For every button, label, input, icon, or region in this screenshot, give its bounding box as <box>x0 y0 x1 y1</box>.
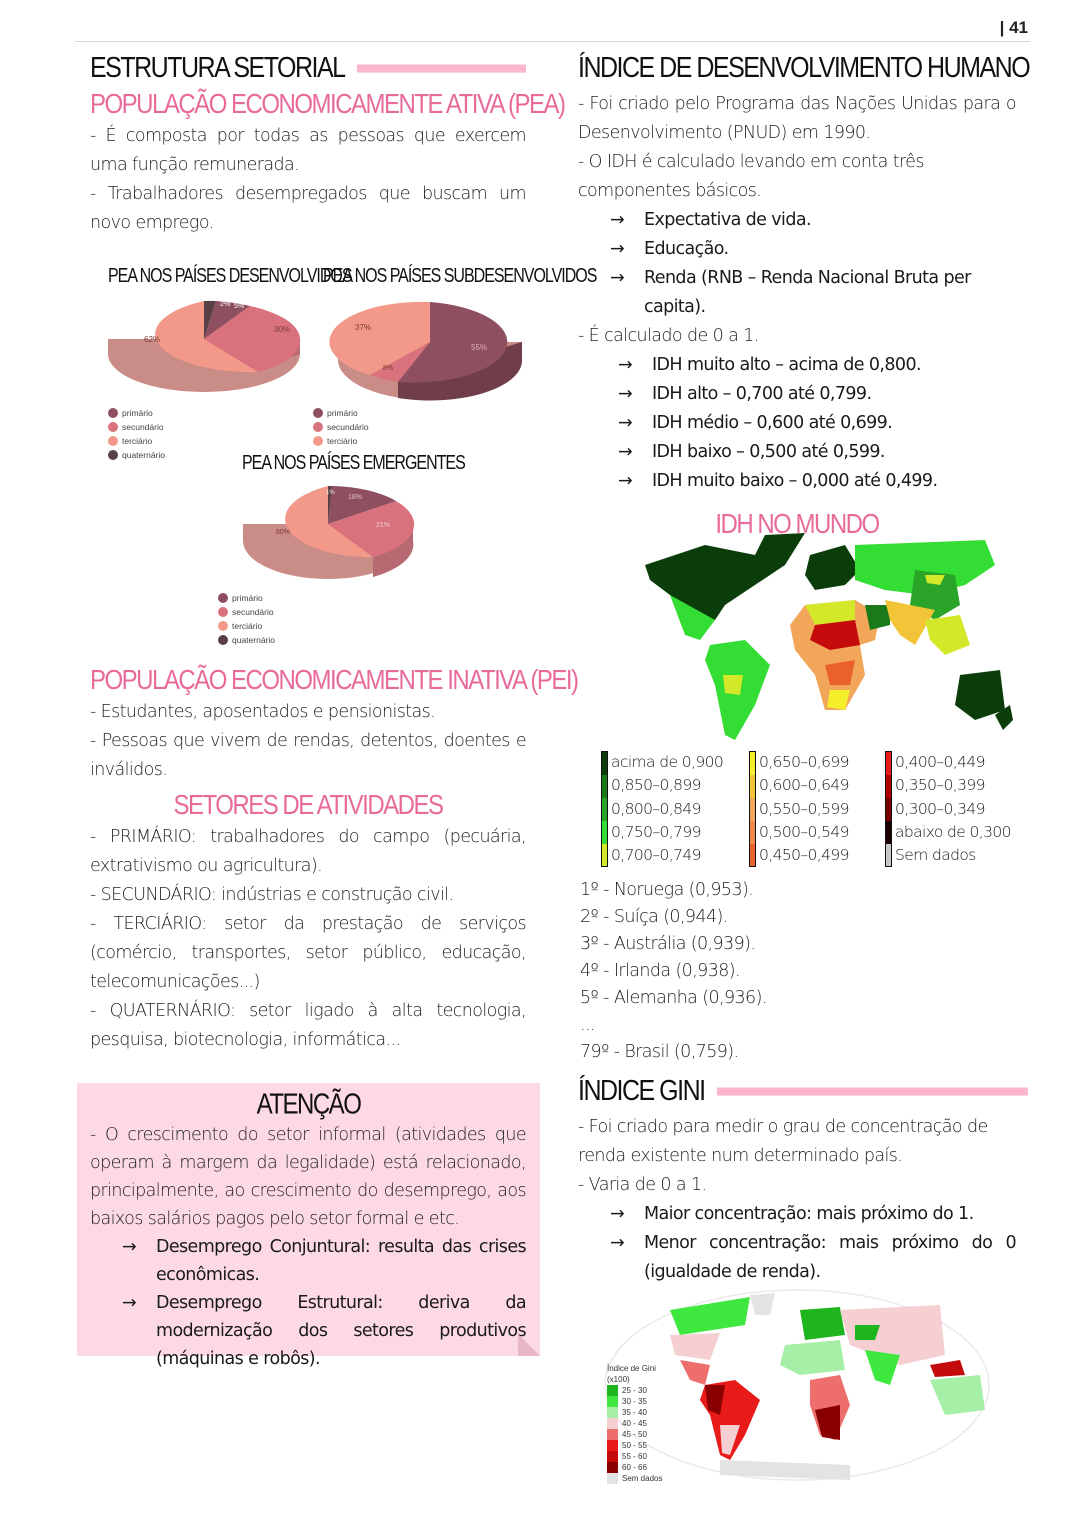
ranking-item: 3º - Austrália (0,939). <box>580 934 756 954</box>
arrow-icon: → <box>610 239 625 259</box>
ranking-item: 2º - Suíça (0,944). <box>580 907 728 927</box>
chart-legend: primário secundário terciário quaternário <box>218 591 465 647</box>
idh-line-3: - É calculado de 0 a 1. <box>578 326 759 346</box>
idh-level-3: → IDH médio – 0,600 até 0,699. <box>578 409 1016 438</box>
arrow-icon: → <box>122 1293 137 1313</box>
arrow-icon: → <box>618 355 633 375</box>
ranking-item: 79º - Brasil (0,759). <box>580 1042 739 1062</box>
idh-map-title: IDH NO MUNDO <box>715 508 879 540</box>
setor-primario: - PRIMÁRIO: trabalhadores do campo (pecuária, extrativismo ou agricultura). <box>90 827 526 876</box>
section-title-idh: ÍNDICE DE DESENVOLVIMENTO HUMANO <box>578 51 1030 84</box>
arrow-icon: → <box>618 442 633 462</box>
pie-chart <box>218 479 418 589</box>
idh-legend-col-2: 0,650–0,699 0,600–0,649 0,550–0,599 0,500–0,549 0,450–0,499 <box>749 751 885 867</box>
svg-text:62%: 62% <box>144 335 161 344</box>
arrow-icon: → <box>610 1233 625 1253</box>
pea-line-2: - Trabalhadores desempregados que buscam um novo emprego. <box>90 184 526 233</box>
legend-color-bar <box>601 751 608 867</box>
idh-line-2: - O IDH é calculado levando em conta três componentes básicos. <box>578 152 924 201</box>
idh-legend <box>601 751 1011 867</box>
section-title-gini: ÍNDICE GINI <box>578 1070 1028 1111</box>
pie-chart <box>323 292 523 412</box>
attention-text: - O crescimento do setor informal (atividades que operam à margem da legalidade) está relacionado, principalmente, ao crescimento do desemprego, aos baixos salários pagos pelo setor formal e etc. <box>90 1125 526 1229</box>
pea-line-1: - É composta por todas as pessoas que exercem uma função remunerada. <box>90 126 526 175</box>
idh-world-map <box>615 525 1015 745</box>
arrow-icon: → <box>618 384 633 404</box>
gini-item-2: → Menor concentração: mais próximo do 0 (igualdade de renda). <box>578 1229 1016 1287</box>
chart-pea-subdesenvolvidos <box>323 265 597 448</box>
idh-level-1: → IDH muito alto – acima de 0,800. <box>578 351 1016 380</box>
idh-line-1: - Foi criado pelo Programa das Nações Unidas para o Desenvolvimento (PNUD) em 1990. <box>578 94 1016 143</box>
chart-title: PEA NOS PAÍSES EMERGENTES <box>242 452 465 474</box>
legend-color-bar <box>885 751 892 867</box>
title-underline <box>357 64 526 72</box>
attention-item-1: → Desemprego Conjuntural: resulta das crises econômicas. <box>90 1233 526 1289</box>
pea-title: POPULAÇÃO ECONOMICAMENTE ATIVA (PEA) <box>90 88 565 120</box>
attention-box <box>77 1083 540 1369</box>
idh-legend-col-1: acima de 0,900 0,850–0,899 0,800–0,849 0,750–0,799 0,700–0,749 <box>601 751 749 867</box>
svg-text:30%: 30% <box>274 325 291 334</box>
arrow-icon: → <box>618 471 633 491</box>
setores-title: SETORES DE ATIVIDADES <box>173 789 443 821</box>
chart-legend: primário secundário terciário <box>313 406 596 448</box>
ranking-item: 5º - Alemanha (0,936). <box>580 988 767 1008</box>
idh-level-2: → IDH alto – 0,700 até 0,799. <box>578 380 1016 409</box>
ranking-ellipsis: ... <box>580 1015 595 1035</box>
idh-component-1: → Expectativa de vida. <box>578 206 1016 235</box>
arrow-icon: → <box>122 1237 137 1257</box>
svg-text:21%: 21% <box>376 522 391 529</box>
gini-line-1: - Foi criado para medir o grau de concentração de renda existente num determinado país. <box>578 1117 988 1166</box>
title-underline <box>717 1087 1028 1095</box>
idh-ranking <box>580 877 880 1066</box>
pei-line-2: - Pessoas que vivem de rendas, detentos, doentes e inválidos. <box>90 731 526 780</box>
chart-title: PEA NOS PAÍSES SUBDESENVOLVIDOS <box>323 265 597 287</box>
gini-legend: Índice de Gini (x100) 25 - 30 30 - 35 35 - 40 40 - 45 45 - 50 50 - 55 55 - 60 60 - 66 Sem dados <box>607 1364 663 1483</box>
pie-chart <box>108 294 308 404</box>
attention-item-2: → Desemprego Estrutural: deriva da modernização dos setores produtivos (máquinas e robôs). <box>90 1289 526 1373</box>
page-number: | 41 <box>999 18 1028 37</box>
idh-level-5: → IDH muito baixo – 0,000 até 0,499. <box>578 467 1016 496</box>
svg-text:5%: 5% <box>234 303 245 310</box>
chart-pea-emergentes <box>218 452 465 647</box>
svg-text:55%: 55% <box>471 343 488 352</box>
setor-terciario: - TERCIÁRIO: setor da prestação de serviços (comércio, transportes, setor público, educação, telecomunicações...) <box>90 914 526 992</box>
pei-line-1: - Estudantes, aposentados e pensionistas. <box>90 702 436 722</box>
idh-component-3: → Renda (RNB – Renda Nacional Bruta per capita). <box>578 264 1016 322</box>
svg-text:60%: 60% <box>276 529 291 536</box>
svg-text:37%: 37% <box>355 323 372 332</box>
arrow-icon: → <box>610 268 625 288</box>
setor-secundario: - SECUNDÁRIO: indústrias e construção civil. <box>90 885 454 905</box>
arrow-icon: → <box>618 413 633 433</box>
legend-color-bar <box>749 751 756 867</box>
pei-title: POPULAÇÃO ECONOMICAMENTE INATIVA (PEI) <box>90 664 578 696</box>
section-title-estrutura: ESTRUTURA SETORIAL <box>90 47 526 88</box>
gini-line-2: - Varia de 0 a 1. <box>578 1175 707 1195</box>
gini-section <box>578 1073 1028 1287</box>
svg-text:8%: 8% <box>383 365 394 372</box>
attention-title: ATENÇÃO <box>256 1088 361 1121</box>
idh-level-4: → IDH baixo – 0,500 até 0,599. <box>578 438 1016 467</box>
arrow-icon: → <box>610 210 625 230</box>
header-divider <box>75 41 1030 42</box>
left-column <box>90 50 565 238</box>
chart-title: PEA NOS PAÍSES DESENVOLVIDOS <box>108 265 352 287</box>
gini-item-1: → Maior concentração: mais próximo do 1. <box>578 1200 1016 1229</box>
chart-legend: primário secundário terciário quaternário <box>108 406 352 462</box>
idh-component-2: → Educação. <box>578 235 1016 264</box>
pei-section <box>90 664 578 1055</box>
arrow-icon: → <box>610 1204 625 1224</box>
right-column <box>578 50 1030 542</box>
svg-text:1%: 1% <box>326 490 335 496</box>
ranking-item: 4º - Irlanda (0,938). <box>580 961 740 981</box>
page-curl-icon <box>518 1334 540 1356</box>
setor-quaternario: - QUATERNÁRIO: setor ligado à alta tecnologia, pesquisa, biotecnologia, informática... <box>90 1001 526 1050</box>
idh-legend-col-3: 0,400–0,449 0,350–0,399 0,300–0,349 abaixo de 0,300 Sem dados <box>885 751 1011 867</box>
ranking-item: 1º - Noruega (0,953). <box>580 880 754 900</box>
svg-text:2%: 2% <box>220 301 231 308</box>
svg-text:18%: 18% <box>348 494 363 501</box>
